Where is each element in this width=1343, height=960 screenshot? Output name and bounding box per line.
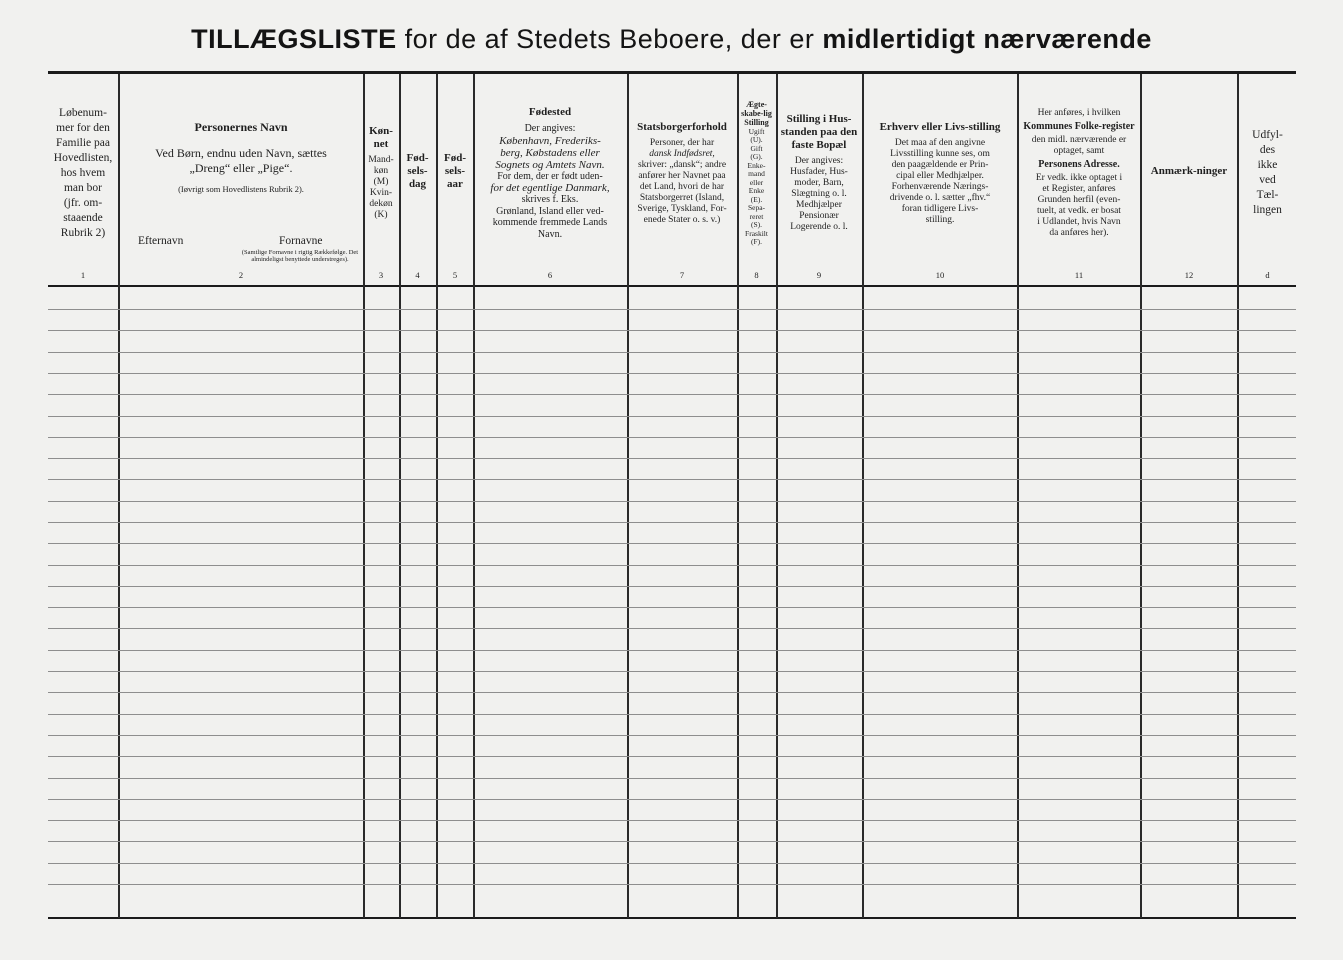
column-number: 4 xyxy=(415,270,420,280)
column-number: 12 xyxy=(1184,270,1194,280)
col4-heading: Fød-sels-dag xyxy=(406,151,429,190)
col8-line: Ugift xyxy=(748,126,765,136)
header-col-10 xyxy=(864,76,1016,270)
col8-line: Enke xyxy=(748,186,765,195)
header-col-9 xyxy=(777,76,861,270)
entry-row-line xyxy=(48,352,1296,353)
col1-line: Familie paa xyxy=(56,136,110,149)
col1-line: man bor xyxy=(63,181,102,194)
entry-row-line xyxy=(48,863,1296,864)
col8-line: Gift xyxy=(750,143,763,153)
col7-line: anfører her Navnet paa xyxy=(638,170,726,181)
entry-row-line xyxy=(48,884,1296,885)
col1-line: mer for den xyxy=(56,121,110,134)
col6-heading: Fødested xyxy=(528,106,572,118)
column-number: 1 xyxy=(80,270,86,280)
header-col-7 xyxy=(628,76,736,270)
col10-line: Forhenværende Nærings- xyxy=(891,181,989,192)
title-end: midlertidigt nærværende xyxy=(822,24,1152,54)
entry-row-line xyxy=(48,820,1296,821)
entry-row-line xyxy=(48,330,1296,331)
col10-line: Det maa af den angivne xyxy=(894,137,986,148)
entry-row-line xyxy=(48,416,1296,417)
col6-line: For dem, der er født uden- xyxy=(497,170,603,182)
col10-line: foran tidligere Livs- xyxy=(901,203,979,214)
col8-line: Enke- xyxy=(747,160,766,170)
col8-line: (U). xyxy=(750,135,763,144)
col8-line: (S). xyxy=(750,220,763,229)
first-names-label: Fornavne xyxy=(279,235,323,247)
entry-row-line xyxy=(48,799,1296,800)
col11-line: i Udlandet, hvis Navn xyxy=(1037,216,1121,227)
col5-heading: Fød-sels-aar xyxy=(444,151,466,190)
entry-row-line xyxy=(48,671,1296,672)
entry-row-line xyxy=(48,394,1296,395)
entry-row-line xyxy=(48,522,1296,523)
cold-line: lingen xyxy=(1253,204,1282,216)
col2-line: „Dreng“ eller „Pige“. xyxy=(189,161,293,175)
col11-mid: den midl. nærværende er optaget, samt xyxy=(1031,134,1127,156)
col6-line: skrives f. Eks. xyxy=(521,194,579,205)
col10-heading: Erhverv eller Livs-stilling xyxy=(879,120,1001,133)
col8-line: Fraskilt xyxy=(745,228,768,238)
entry-row-line xyxy=(48,373,1296,374)
col3-line: dekøn xyxy=(369,199,393,209)
column-number: 2 xyxy=(238,270,244,280)
col11-line: Grunden herfil (even- xyxy=(1037,194,1121,205)
col1-line: Rubrik 2) xyxy=(60,226,106,239)
col6-italic: berg, Købstadens eller xyxy=(500,146,600,159)
header-col-3 xyxy=(364,76,398,270)
column-number: 11 xyxy=(1074,270,1084,280)
entry-row-line xyxy=(48,586,1296,587)
col10-line: Livsstilling kunne ses, om xyxy=(890,148,990,159)
col7-line: dansk Indfødsret, xyxy=(649,148,715,159)
col8-line: Sepa- xyxy=(747,203,766,212)
entry-row-line xyxy=(48,607,1296,608)
col9-line: Medhjælper xyxy=(796,200,842,210)
col3-line: (M) xyxy=(373,177,389,187)
col6-sub: Der angives: xyxy=(524,123,576,134)
col3-line: Mand- xyxy=(368,155,394,165)
cold-line: ved xyxy=(1259,174,1276,186)
column-number: 5 xyxy=(452,270,458,280)
entry-row-line xyxy=(48,778,1296,779)
column-number: d xyxy=(1265,270,1270,280)
col6-line: Navn. xyxy=(537,228,563,240)
col7-line: Personer, der har xyxy=(649,137,715,148)
column-number: 10 xyxy=(935,270,945,280)
col1-line: (jfr. om- xyxy=(63,196,103,209)
entry-row-line xyxy=(48,458,1296,459)
col6-line: Grønland, Island eller ved- xyxy=(496,205,604,217)
page-title xyxy=(0,24,1343,55)
col3-heading: Køn-net xyxy=(369,125,393,150)
col6-italic: København, Frederiks- xyxy=(499,134,601,147)
col7-line: Statsborgerret (Island, xyxy=(639,192,725,203)
entry-row-line xyxy=(48,650,1296,651)
entry-row-line xyxy=(48,756,1296,757)
col9-sub: Der angives: xyxy=(794,156,844,166)
col1-line: hos hvem xyxy=(60,166,106,179)
col7-line: Sverige, Tyskland, For- xyxy=(637,203,727,214)
entry-row-line xyxy=(48,565,1296,566)
col8-line: reret xyxy=(749,211,764,221)
entry-row-line xyxy=(48,692,1296,693)
col8-line: (F). xyxy=(750,237,763,246)
cold-line: Udfyl- xyxy=(1252,129,1283,141)
header-col-1 xyxy=(48,76,118,270)
col1-line: Løbenum- xyxy=(59,106,107,119)
bottom-rule xyxy=(48,917,1296,919)
header-col-4 xyxy=(400,76,435,270)
entry-row-line xyxy=(48,841,1296,842)
col3-line: (K) xyxy=(374,210,388,220)
cold-line: ikke xyxy=(1257,159,1278,171)
cold-line: Tæl- xyxy=(1256,189,1279,201)
cold-line: des xyxy=(1259,144,1276,156)
top-rule xyxy=(48,71,1296,74)
column-number: 7 xyxy=(679,270,685,280)
col10-line: stilling. xyxy=(925,214,955,225)
col11-line: Er vedk. ikke optaget i xyxy=(1035,172,1123,183)
col7-line: det Land, hvori de har xyxy=(639,181,725,192)
column-number: 8 xyxy=(754,270,759,280)
column-number: 6 xyxy=(547,270,553,280)
title-main: TILLÆGSLISTE xyxy=(191,24,397,54)
col11-heading2: Personens Adresse. xyxy=(1038,158,1120,170)
column-number: 9 xyxy=(816,270,822,280)
col7-line: enede Stater o. s. v.) xyxy=(643,214,721,225)
col9-heading: Stilling i Hus-standen paa den faste Bopæl xyxy=(780,113,858,151)
title-middle: for de af Stedets Beboere, der er xyxy=(404,24,815,54)
col11-line: da anføres her). xyxy=(1049,227,1109,238)
col2-note: (Iøvrigt som Hovedlistens Rubrik 2). xyxy=(178,184,304,194)
entry-row-line xyxy=(48,735,1296,736)
col7-heading: Statsborgerforhold xyxy=(637,120,727,133)
column-number: 3 xyxy=(378,270,384,280)
col10-line: cipal eller Medhjælper. xyxy=(896,170,984,181)
header-col-8 xyxy=(739,76,774,270)
col2-heading: Personernes Navn xyxy=(194,120,288,134)
col11-top: Her anføres, i hvilken xyxy=(1037,107,1121,118)
first-names-note: (Samtlige Fornavne i rigtig Rækkefølge. Det almindeligst benyttede understreges). xyxy=(241,249,359,263)
col1-line: staaende xyxy=(63,211,103,224)
col9-line: Pensionær xyxy=(799,211,839,221)
col8-line: eller xyxy=(749,177,764,187)
header-col-6 xyxy=(475,76,625,270)
header-col-d xyxy=(1239,76,1296,270)
col11-line: et Register, anføres xyxy=(1042,183,1116,194)
col6-italic: Sognets og Amtets Navn. xyxy=(495,158,605,171)
header-col-5 xyxy=(438,76,472,270)
col11-line: tuelt, at vedk. er bosat xyxy=(1037,205,1121,216)
col1-line: Hovedlisten, xyxy=(53,151,113,164)
header-col-11 xyxy=(1019,76,1139,270)
col3-line: Kvin- xyxy=(369,188,393,198)
entry-row-line xyxy=(48,501,1296,502)
entry-row-line xyxy=(48,714,1296,715)
entry-row-line xyxy=(48,543,1296,544)
col6-line: for det egentlige Danmark, xyxy=(490,182,610,194)
col3-line: køn xyxy=(373,166,389,176)
header-rule xyxy=(48,285,1296,287)
col9-line: Slægtning o. l. xyxy=(791,189,847,199)
col12-heading: Anmærk-ninger xyxy=(1150,164,1228,177)
col9-line: Logerende o. l. xyxy=(790,222,848,232)
col7-line: skriver: „dansk“; andre xyxy=(637,159,727,170)
col6-line: kommende fremmede Lands xyxy=(492,217,608,228)
col8-line: mand xyxy=(748,169,765,178)
entry-row-line xyxy=(48,628,1296,629)
surname-label: Efternavn xyxy=(138,235,184,247)
col11-heading: Kommunes Folke-register xyxy=(1023,120,1135,132)
col2-line: Ved Børn, endnu uden Navn, sættes xyxy=(155,146,327,160)
col8-heading: Ægte-skabe-lig Stilling xyxy=(741,99,772,127)
col9-line: Husfader, Hus- xyxy=(790,167,848,177)
col8-line: (G). xyxy=(750,152,763,161)
col9-line: moder, Barn, xyxy=(794,178,844,188)
entry-row-line xyxy=(48,437,1296,438)
entry-row-line xyxy=(48,479,1296,480)
header-col-12 xyxy=(1142,76,1236,270)
col10-line: den paagældende er Prin- xyxy=(891,159,989,170)
entry-row-line xyxy=(48,309,1296,310)
col10-line: drivende o. l. sætter „fhv.“ xyxy=(889,192,991,203)
col8-line: (E). xyxy=(750,194,763,204)
